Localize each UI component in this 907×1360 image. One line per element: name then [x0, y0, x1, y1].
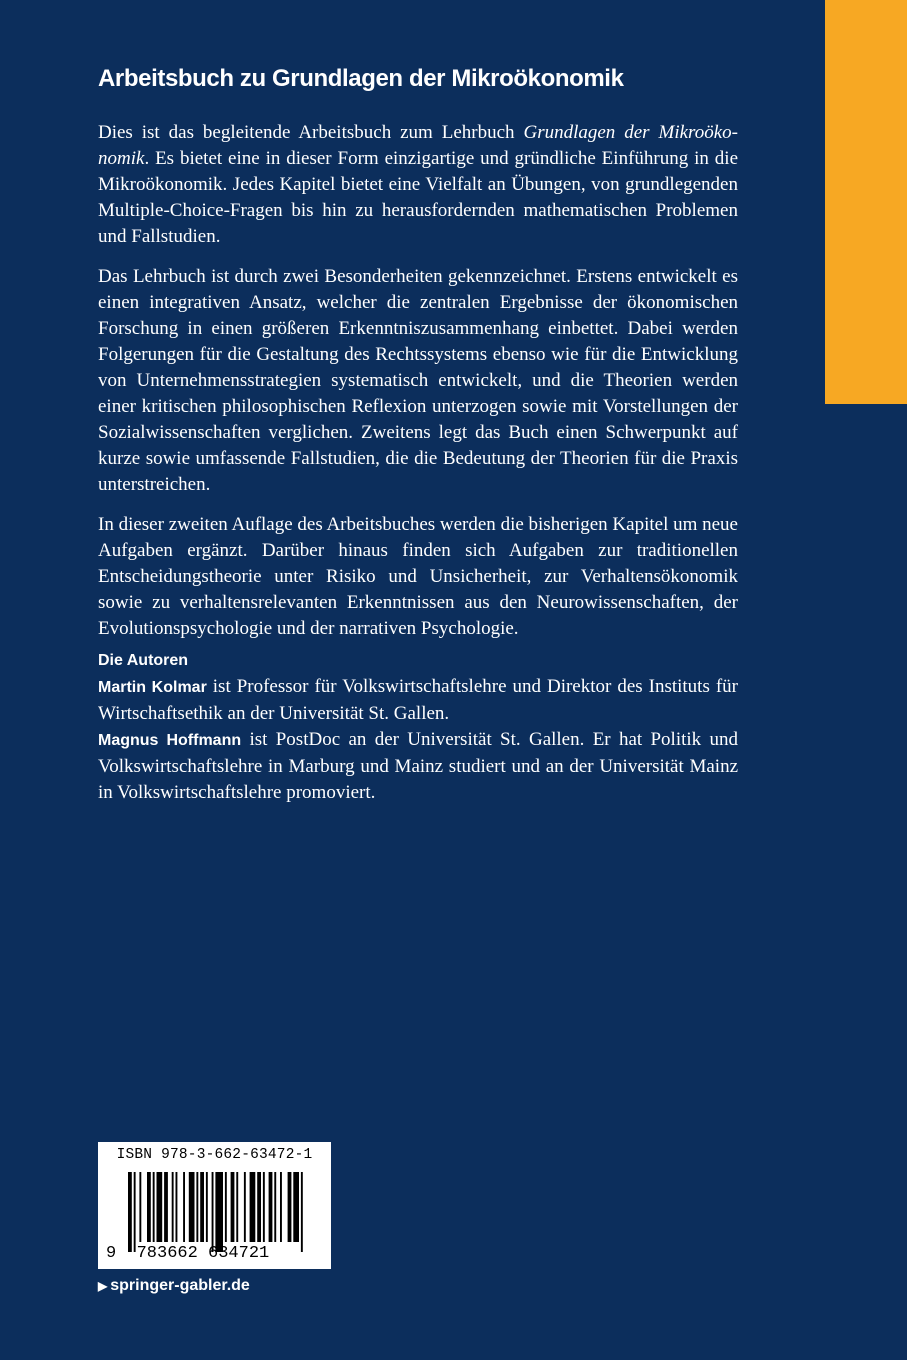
barcode-bar	[263, 1172, 265, 1242]
accent-bar	[825, 0, 907, 404]
barcode-bar	[134, 1172, 136, 1252]
isbn-label: ISBN 978-3-662-63472-1	[116, 1147, 313, 1163]
barcode-bar	[274, 1172, 276, 1242]
website-url: springer-gabler.de	[110, 1277, 250, 1294]
authors-heading: Die Autoren	[98, 652, 189, 669]
barcode-first-digit: 9	[106, 1244, 117, 1263]
barcode-bar	[172, 1172, 174, 1242]
barcode-bar	[139, 1172, 141, 1242]
barcode-bar	[231, 1172, 235, 1242]
barcode-bar	[176, 1172, 178, 1242]
paragraph-intro-end: . Es bietet eine in dieser Form einzigartige und gründliche Einführung in die Mikroökonomik. Jedes Kapitel bietet eine Vielfalt an Übungen, von grundlegenden Multiple-Choice-Fragen bis hin zu herausfordernden mathematischen Problemen und Fallstudien.	[98, 148, 738, 247]
barcode-bar	[147, 1172, 151, 1242]
barcode-bar	[280, 1172, 282, 1242]
barcode-left-digits: 783662	[136, 1244, 198, 1263]
author-description-2: ist PostDoc an der Universität St. Gallen. Er hat Politik und Volkswirtschaftslehre in Marburg und Mainz studiert und an der Universität Mainz in Volkswirtschaftslehre promoviert.	[98, 729, 739, 803]
author-name-1: Martin Kolmar	[98, 679, 207, 696]
barcode-digits	[106, 1244, 269, 1263]
barcode-bar	[244, 1172, 246, 1242]
barcode-bar	[206, 1172, 208, 1242]
barcode-bar	[196, 1172, 198, 1242]
barcode-bar	[183, 1172, 185, 1242]
barcode-bar	[200, 1172, 204, 1242]
barcode-bar	[293, 1172, 299, 1242]
author-bio-1	[98, 674, 738, 727]
barcode-bar	[236, 1172, 238, 1242]
barcode-bar	[157, 1172, 163, 1242]
barcode-bar	[215, 1172, 223, 1252]
author-description-1: ist Professor für Volkswirtschaftslehre und Direktor des Instituts für Wirtschaftsethik an der Universität St. Gallen.	[98, 676, 738, 724]
barcode-bar	[153, 1172, 155, 1242]
barcode-bar	[250, 1172, 256, 1242]
triangle-right-icon: ▶	[98, 1279, 108, 1293]
barcode-right-digits: 634721	[208, 1244, 270, 1263]
barcode-bar	[301, 1172, 303, 1252]
textbook-title: Grundlagen der Mikroökonomik	[98, 122, 738, 169]
paragraph-intro-start: Dies ist das begleitende Arbeitsbuch zum Lehrbuch	[98, 122, 524, 143]
barcode-bar	[257, 1172, 261, 1242]
isbn-barcode	[98, 1142, 331, 1269]
barcode-bar	[164, 1172, 168, 1242]
barcode-bar	[269, 1172, 273, 1242]
book-title: Arbeitsbuch zu Grundlagen der Mikroökonomik	[98, 65, 624, 92]
barcode-bar	[288, 1172, 292, 1242]
paragraph-features: Das Lehrbuch ist durch zwei Besonderheiten gekennzeichnet. Erstens entwickelt es einen integrativen Ansatz, welcher die zentralen Ergebnisse der ökonomischen Forschung in einen größeren Erkenntniszusammenhang einbettet. Dabei werden Folgerungen für die Gestaltung des Rechtssystems ebenso wie für die Entwicklung von Unternehmensstrategien systematisch entwickelt, und die Theorien werden einer kritischen philosophischen Reflexion unterzogen sowie mit Vorstellungen der Sozialwissenschaften verglichen. Zweitens legt das Buch einen Schwerpunkt auf kurze sowie umfassende Fallstudien, die die Bedeutung der Theorien für die Praxis unterstreichen.	[98, 266, 738, 495]
barcode-bar	[128, 1172, 132, 1252]
description	[98, 120, 738, 656]
barcode-bar	[225, 1172, 227, 1242]
authors-section	[98, 650, 738, 806]
author-bio-2	[98, 727, 738, 806]
paragraph-edition: In dieser zweiten Auflage des Arbeitsbuches werden die bisherigen Kapitel um neue Aufgaben ergänzt. Darüber hinaus finden sich Aufgaben zur traditionellen Entscheidungstheorie unter Risiko und Unsicherheit, zur Verhaltensökonomik sowie zu verhaltensrelevanten Erkenntnissen aus den Neurowissenschaften, der Evolutionspsychologie und der narrativen Psychologie.	[98, 514, 738, 639]
publisher-link[interactable]	[98, 1276, 250, 1296]
barcode-bar	[212, 1172, 214, 1252]
barcode-bar	[189, 1172, 195, 1242]
paragraph-intro	[98, 120, 738, 250]
author-name-2: Magnus Hoffmann	[98, 732, 242, 749]
